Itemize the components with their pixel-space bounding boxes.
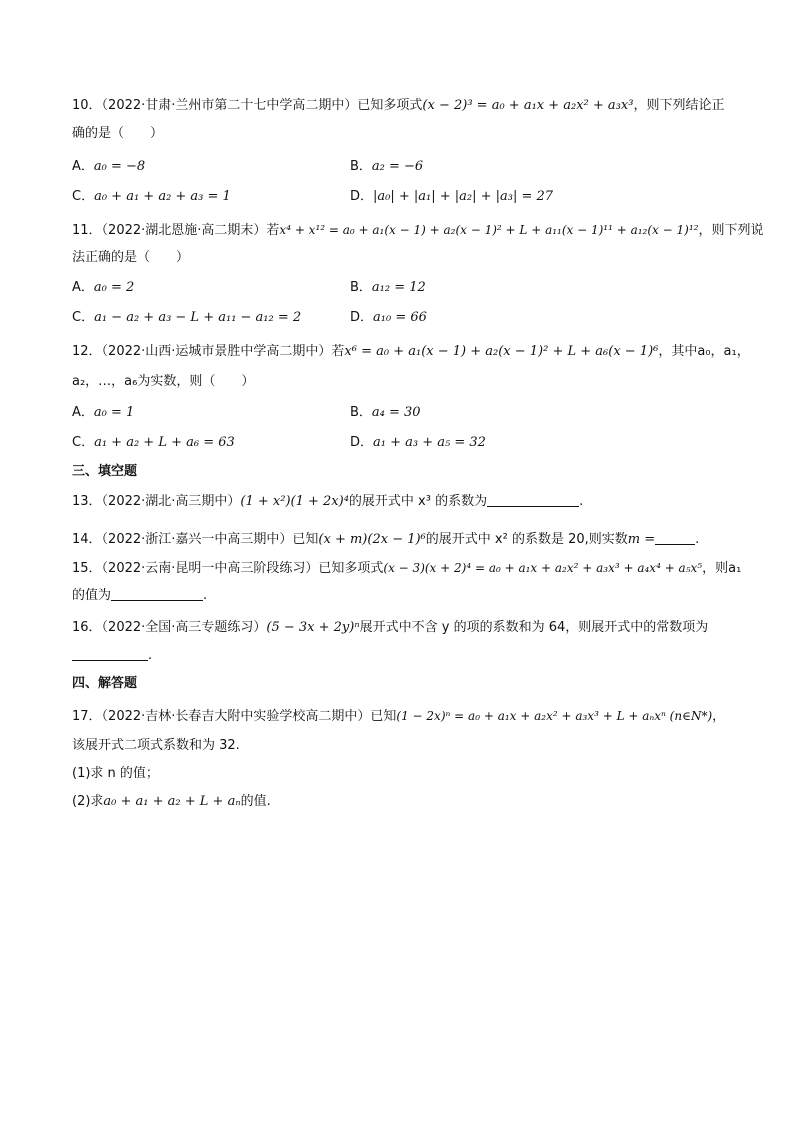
question-text: 已知 [370, 709, 397, 724]
question-source: （2022·湖北·高三期中） [101, 494, 241, 509]
question-formula: (x + m)(2x − 1)⁶ [318, 532, 426, 547]
question-text: ，则下列说 [698, 223, 764, 238]
question-text: 若 [266, 223, 280, 238]
question-text: 的展开式中 x³ 的系数为 [348, 494, 488, 509]
question-source: （2022·湖北恩施·高二期末） [101, 223, 267, 238]
question-17-line2: 该展开式二项式系数和为 32. [72, 738, 240, 753]
option-formula: a₁₂ = 12 [371, 280, 426, 295]
option-formula: a₁ − a₂ + a₃ − L + a₁₁ − a₁₂ = 2 [94, 310, 302, 325]
option-formula: |a₀| + |a₁| + |a₂| + |a₃| = 27 [373, 189, 554, 204]
question-15-line1 [72, 558, 741, 580]
question-source: （2022·甘肃·兰州市第二十七中学高二期中） [101, 98, 358, 113]
option-c[interactable]: C．a₁ − a₂ + a₃ − L + a₁₁ − a₁₂ = 2 [72, 310, 302, 325]
option-formula: a₀ = 2 [93, 280, 135, 295]
question-text: ，则下列结论正 [633, 98, 725, 113]
option-a[interactable]: A．a₀ = −8 [72, 159, 146, 174]
question-12-line1 [72, 342, 750, 364]
question-text: ，其中a₀，a₁， [658, 344, 750, 359]
question-11-line1 [72, 220, 763, 242]
question-10-line2: 确的是（ ） [72, 126, 164, 141]
answer-blank[interactable] [655, 530, 695, 545]
question-text: 已知多项式 [318, 561, 384, 576]
question-number: 13． [72, 494, 102, 509]
question-formula: (x − 2)³ = a₀ + a₁x + a₂x² + a₃x³ [422, 98, 634, 113]
question-13: 13．（2022·湖北·高三期中）(1 + x²)(1 + 2x)⁴的展开式中 x³ 的系数为 . [72, 494, 584, 509]
option-formula: a₀ + a₁ + a₂ + a₃ = 1 [94, 189, 231, 204]
option-formula: a₁ + a₂ + L + a₆ = 63 [94, 435, 235, 450]
question-source: （2022·吉林·长春吉大附中实验学校高二期中） [101, 709, 371, 724]
answer-blank[interactable] [72, 646, 148, 661]
option-formula: a₀ = 1 [93, 405, 135, 420]
question-text: 若 [331, 344, 345, 359]
option-c[interactable]: C．a₁ + a₂ + L + a₆ = 63 [72, 435, 235, 450]
question-16-line1 [72, 618, 708, 640]
question-number: 14． [72, 532, 102, 547]
question-text: 的展开式中 x² 的系数是 20,则实数 [425, 532, 628, 547]
section-heading-answer: 四、解答题 [72, 676, 138, 691]
question-source: （2022·全国·高三专题练习） [101, 620, 267, 635]
option-formula: a₁ + a₃ + a₅ = 32 [373, 435, 486, 450]
question-formula: (1 + x²)(1 + 2x)⁴ [240, 494, 349, 509]
question-formula: x⁶ = a₀ + a₁(x − 1) + a₂(x − 1)² + L + a₆(x − 1)⁶ [344, 344, 659, 359]
question-17-line1 [72, 706, 725, 728]
question-17-part1: (1)求 n 的值； [72, 766, 159, 781]
option-formula: a₄ = 30 [371, 405, 421, 420]
question-15-line2: 的值为 . [72, 588, 208, 603]
option-b[interactable]: B．a₄ = 30 [350, 405, 421, 420]
question-formula: (x − 3)(x + 2)⁴ = a₀ + a₁x + a₂x² + a₃x³ + a₄x⁴ + a₅x⁵ [383, 561, 703, 575]
option-d[interactable]: D．a₁ + a₃ + a₅ = 32 [350, 435, 486, 450]
question-source: （2022·浙江·嘉兴一中高三期中） [101, 532, 293, 547]
option-a[interactable]: A．a₀ = 1 [72, 405, 135, 420]
question-text: 已知 [292, 532, 319, 547]
option-d[interactable]: D．a₁₀ = 66 [350, 310, 427, 325]
section-heading-fill-blank: 三、填空题 [72, 464, 138, 479]
question-number: 17． [72, 709, 102, 724]
question-formula: (1 − 2x)ⁿ = a₀ + a₁x + a₂x² + a₃x³ + L + aₙxⁿ (n∈N*) [396, 709, 713, 723]
answer-blank[interactable] [111, 586, 203, 601]
question-14: 14．（2022·浙江·嘉兴一中高三期中）已知(x + m)(2x − 1)⁶的展开式中 x² 的系数是 20,则实数m = . [72, 532, 700, 547]
option-formula: a₀ = −8 [93, 159, 146, 174]
question-12-line2: a₂，…，a₆为实数，则（ ） [72, 374, 255, 389]
option-c[interactable]: C．a₀ + a₁ + a₂ + a₃ = 1 [72, 189, 231, 204]
question-text: ，则a₁ [702, 561, 742, 576]
question-number: 12． [72, 344, 102, 359]
question-16-line2: . [72, 646, 152, 668]
option-d[interactable]: D．|a₀| + |a₁| + |a₂| + |a₃| = 27 [350, 189, 554, 204]
question-10-line1 [72, 96, 724, 118]
question-text: ， [712, 709, 726, 724]
question-number: 10． [72, 98, 102, 113]
option-formula: a₁₀ = 66 [373, 310, 427, 325]
question-number: 15． [72, 561, 102, 576]
question-text: 已知多项式 [357, 98, 423, 113]
option-a[interactable]: A．a₀ = 2 [72, 280, 135, 295]
question-source: （2022·山西·运城市景胜中学高二期中） [101, 344, 332, 359]
question-source: （2022·云南·昆明一中高三阶段练习） [101, 561, 319, 576]
answer-blank[interactable] [487, 492, 579, 507]
option-b[interactable]: B．a₂ = −6 [350, 159, 424, 174]
option-b[interactable]: B．a₁₂ = 12 [350, 280, 426, 295]
question-formula: (5 − 3x + 2y)ⁿ [266, 620, 360, 635]
question-number: 11． [72, 223, 102, 238]
question-number: 16． [72, 620, 102, 635]
option-formula: a₂ = −6 [371, 159, 424, 174]
question-11-line2: 法正确的是（ ） [72, 250, 190, 265]
question-formula: x⁴ + x¹² = a₀ + a₁(x − 1) + a₂(x − 1)² + L + a₁₁(x − 1)¹¹ + a₁₂(x − 1)¹² [279, 223, 699, 237]
question-17-part2: (2)求a₀ + a₁ + a₂ + L + aₙ的值. [72, 794, 271, 809]
question-formula: a₀ + a₁ + a₂ + L + aₙ [103, 794, 241, 809]
question-text: 展开式中不含 y 的项的系数和为 64，则展开式中的常数项为 [359, 620, 709, 635]
